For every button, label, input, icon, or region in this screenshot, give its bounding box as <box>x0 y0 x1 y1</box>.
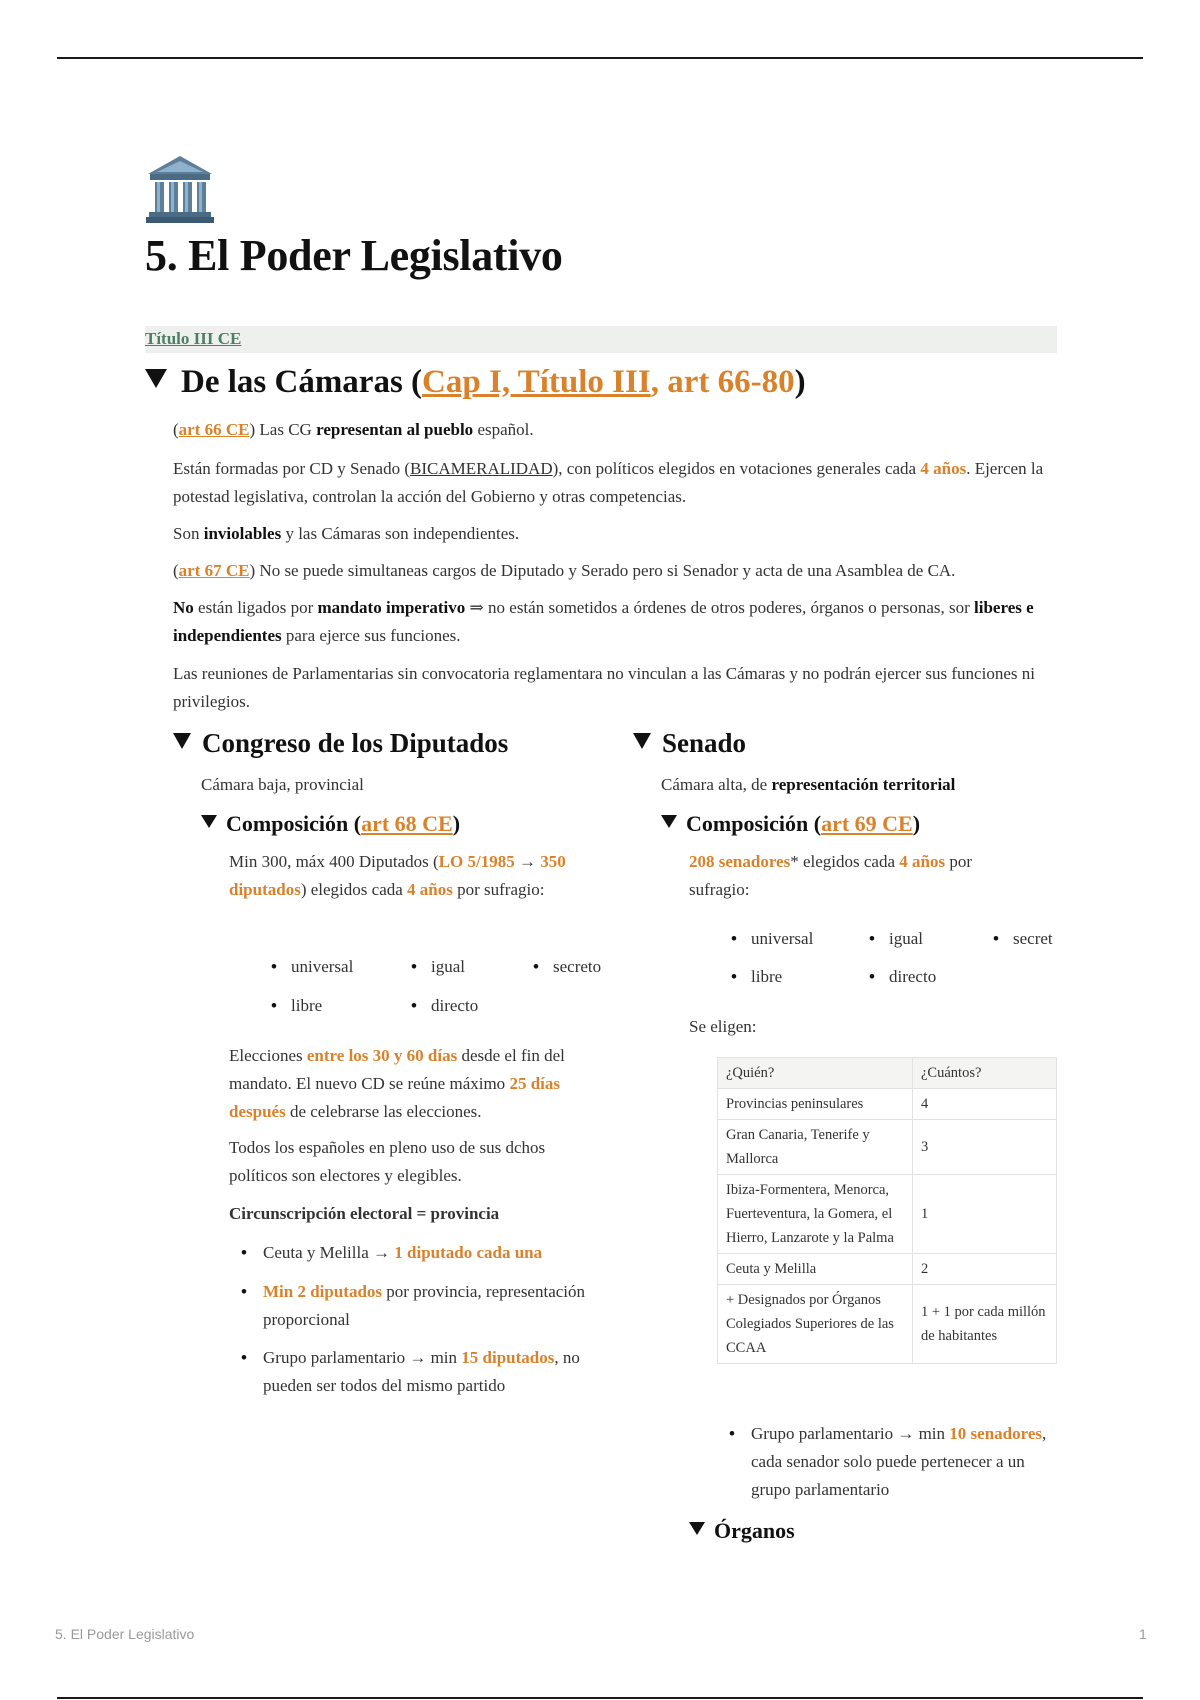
list-item: • secret <box>1013 929 1053 949</box>
camaras-paragraph-6: Las reuniones de Parlamentarias sin convocatoria reglamentara no vinculan a las Cámaras y no podrán ejercer sus funciones ni privilegios. <box>173 664 1035 711</box>
congreso-elecciones-text: Elecciones entre los 30 y 60 días desde el fin del mandato. El nuevo CD se reúne máximo 25 días después de celebrarse las elecciones. <box>229 1046 565 1121</box>
table-cell: 4 <box>913 1089 1057 1120</box>
table-row <box>718 1120 1057 1175</box>
table-cell: Gran Canaria, Tenerife y Mallorca <box>718 1120 913 1175</box>
camaras-paragraph-3: Son inviolables y las Cámaras son independientes. <box>173 524 520 543</box>
list-item: • universal <box>291 957 353 977</box>
table-row <box>718 1285 1057 1364</box>
table-row <box>718 1175 1057 1254</box>
camaras-paragraph-5: No están ligados por mandato imperativo ⇒ no están sometidos a órdenes de otros poderes, órganos o personas, sor liberes e independientes para ejerce sus funciones. <box>173 598 1034 645</box>
bottom-rule <box>57 1697 1143 1699</box>
table-row <box>718 1089 1057 1120</box>
toggle-triangle-icon[interactable] <box>633 733 651 749</box>
table-header-row <box>718 1058 1057 1089</box>
list-item: • Grupo parlamentario → min 10 senadores, cada senador solo puede pertenecer a un grupo parlamentario <box>751 1420 1051 1504</box>
table-cell: 3 <box>913 1120 1057 1175</box>
list-item: • igual <box>431 957 465 977</box>
congreso-subtitle: Cámara baja, provincial <box>201 775 364 794</box>
camaras-paragraph-2: Están formadas por CD y Senado (BICAMERALIDAD), con políticos elegidos en votaciones generales cada 4 años. Ejercen la potestad legislativa, controlan la acción del Gobierno y otras competencias. <box>173 459 1044 506</box>
congreso-composicion-text: Min 300, máx 400 Diputados (LO 5/1985 → 350 diputados) elegidos cada 4 años por sufragio: <box>229 852 566 899</box>
congreso-toggle-heading[interactable]: Congreso de los Diputados <box>173 728 508 759</box>
list-item: • libre <box>291 996 322 1016</box>
footer-title: 5. El Poder Legislativo <box>55 1626 195 1642</box>
list-item: • secreto <box>553 957 601 977</box>
senado-subtitle: Cámara alta, de representación territorial <box>661 775 956 794</box>
senado-toggle-heading[interactable]: Senado <box>633 728 746 759</box>
table-cell: Ibiza-Formentera, Menorca, Fuerteventura, la Gomera, el Hierro, Lanzarote y la Palma <box>718 1175 913 1254</box>
reference-bar <box>145 326 1057 353</box>
toggle-triangle-icon[interactable] <box>145 369 167 388</box>
list-item: • libre <box>751 967 782 987</box>
art-69-ce-link[interactable]: art 69 CE <box>821 811 913 836</box>
organos-toggle-heading[interactable]: Órganos <box>689 1518 795 1544</box>
table-row <box>718 1254 1057 1285</box>
list-item: • Min 2 diputados por provincia, representación proporcional <box>263 1278 593 1334</box>
table-cell: 1 <box>913 1175 1057 1254</box>
senado-composicion-heading[interactable]: Composición (art 69 CE) <box>661 811 920 837</box>
senado-composicion-text: 208 senadores* elegidos cada 4 años por sufragio: <box>689 852 973 899</box>
list-item: • igual <box>889 929 923 949</box>
list-item: • Grupo parlamentario → min 15 diputados, no pueden ser todos del mismo partido <box>263 1344 593 1400</box>
table-cell: + Designados por Órganos Colegiados Superiores de las CCAA <box>718 1285 913 1364</box>
camaras-paragraph-1: (art 66 CE) Las CG representan al pueblo español. <box>173 420 534 439</box>
list-item: • Ceuta y Melilla → 1 diputado cada una <box>263 1239 593 1267</box>
circunscripcion-text: Circunscripción electoral = provincia <box>229 1204 500 1223</box>
table-header: ¿Quién? <box>718 1058 913 1089</box>
toggle-triangle-icon[interactable] <box>661 815 677 828</box>
list-item: • universal <box>751 929 813 949</box>
table-cell: 1 + 1 por cada millón de habitantes <box>913 1285 1057 1364</box>
toggle-triangle-icon[interactable] <box>173 733 191 749</box>
toggle-triangle-icon[interactable] <box>689 1522 705 1535</box>
table-cell: 2 <box>913 1254 1057 1285</box>
toggle-triangle-icon[interactable] <box>201 815 217 828</box>
classical-building-icon <box>146 154 214 224</box>
art-67-ce-link[interactable]: art 67 CE <box>178 561 250 580</box>
congreso-electores-text: Todos los españoles en pleno uso de sus dchos políticos son electores y elegibles. <box>229 1138 546 1185</box>
camaras-paragraph-4: (art 67 CE) No se puede simultaneas cargos de Diputado y Serado pero si Senador y acta de una Asamblea de CA. <box>173 561 956 580</box>
congreso-composicion-heading[interactable]: Composición (art 68 CE) <box>201 811 460 837</box>
senado-table <box>717 1057 1057 1364</box>
top-rule <box>57 57 1143 59</box>
cap-i-titulo-iii-link[interactable]: Cap I, Título III <box>422 364 651 400</box>
list-item: • directo <box>431 996 478 1016</box>
titulo-iii-ce-link[interactable]: Título III CE <box>145 329 242 348</box>
list-item: • directo <box>889 967 936 987</box>
page-title: 5. El Poder Legislativo <box>145 231 563 280</box>
art-68-ce-link[interactable]: art 68 CE <box>361 811 453 836</box>
se-eligen-label: Se eligen: <box>689 1017 757 1036</box>
table-cell: Ceuta y Melilla <box>718 1254 913 1285</box>
camaras-toggle-heading[interactable]: De las Cámaras (Cap I, Título III, art 66-80) <box>145 364 806 401</box>
footer-page-number: 1 <box>1139 1626 1147 1642</box>
table-header: ¿Cuántos? <box>913 1058 1057 1089</box>
art-66-ce-link[interactable]: art 66 CE <box>178 420 250 439</box>
table-cell: Provincias peninsulares <box>718 1089 913 1120</box>
